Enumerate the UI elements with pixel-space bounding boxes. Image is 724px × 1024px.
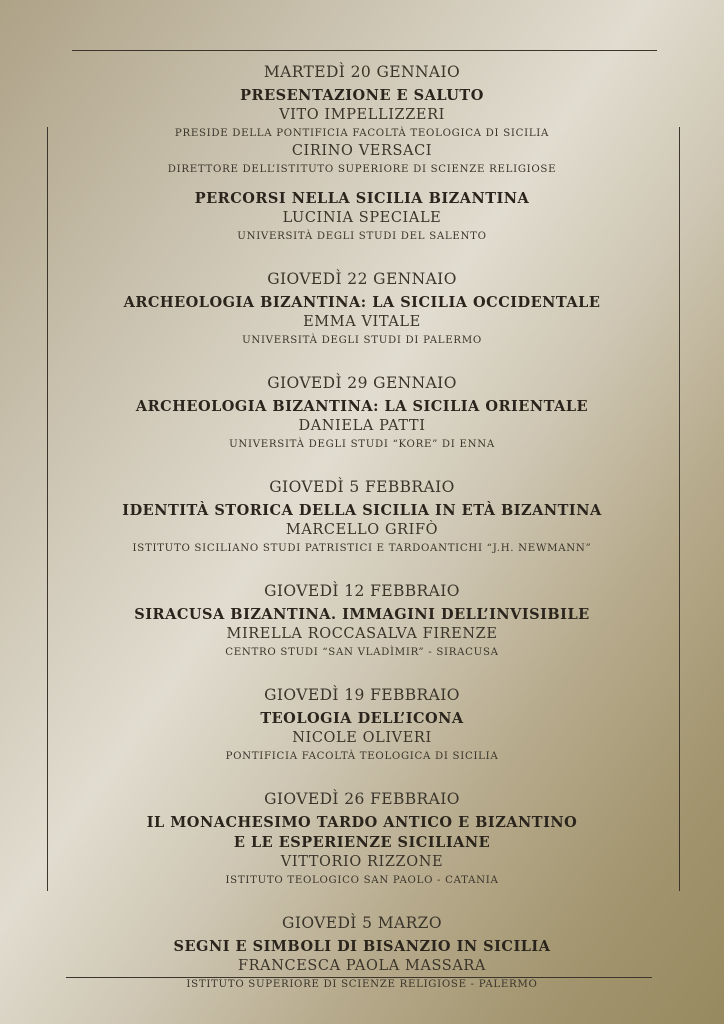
speaker-affiliation: CENTRO STUDI “SAN VLADÌMIR” - SIRACUSA bbox=[225, 647, 499, 658]
talk-title: SEGNI E SIMBOLI DI BISANZIO IN SICILIA bbox=[173, 938, 551, 955]
event-date: GIOVEDÌ 29 GENNAIO bbox=[267, 374, 457, 392]
talk-title: IL MONACHESIMO TARDO ANTICO E BIZANTINO bbox=[146, 814, 578, 831]
speaker-name: MARCELLO GRIFÒ bbox=[285, 522, 439, 538]
speaker-name: VITTORIO RIZZONE bbox=[280, 854, 444, 870]
event-block bbox=[60, 371, 664, 453]
event-block bbox=[60, 475, 664, 557]
speaker-name: DANIELA PATTI bbox=[298, 418, 426, 434]
speaker-affiliation: ISTITUTO TEOLOGICO SAN PAOLO - CATANIA bbox=[225, 875, 499, 886]
talk-block bbox=[60, 937, 664, 993]
event-block bbox=[60, 787, 664, 889]
speaker-affiliation: PRESIDE DELLA PONTIFICIA FACOLTÀ TEOLOGICA DI SICILIA bbox=[174, 128, 550, 139]
event-date: GIOVEDÌ 5 MARZO bbox=[282, 914, 442, 932]
event-date: GIOVEDÌ 22 GENNAIO bbox=[267, 270, 457, 288]
top-divider bbox=[72, 50, 657, 51]
talk-block bbox=[60, 605, 664, 661]
talk-title: SIRACUSA BIZANTINA. IMMAGINI DELL’INVISIBILE bbox=[134, 606, 590, 623]
talk-title: PERCORSI NELLA SICILIA BIZANTINA bbox=[194, 190, 530, 207]
event-block bbox=[60, 911, 664, 993]
speaker-affiliation: UNIVERSITÀ DEGLI STUDI DEL SALENTO bbox=[237, 231, 487, 242]
talk-title: TEOLOGIA DELL’ICONA bbox=[260, 710, 464, 727]
speaker-affiliation: ISTITUTO SICILIANO STUDI PATRISTICI E TARDOANTICHI “J.H. NEWMANN” bbox=[132, 543, 592, 554]
talk-title: ARCHEOLOGIA BIZANTINA: LA SICILIA ORIENTALE bbox=[135, 398, 589, 415]
speaker-name: NICOLE OLIVERI bbox=[292, 730, 432, 746]
talk-block bbox=[60, 189, 664, 245]
talk-block bbox=[60, 709, 664, 765]
speaker-name: VITO IMPELLIZZERI bbox=[279, 107, 445, 123]
talk-block bbox=[60, 293, 664, 349]
talk-title: IDENTITÀ STORICA DELLA SICILIA IN ETÀ BIZANTINA bbox=[122, 502, 602, 519]
event-date: GIOVEDÌ 12 FEBBRAIO bbox=[264, 582, 460, 600]
talk-block bbox=[60, 501, 664, 557]
speaker-affiliation: UNIVERSITÀ DEGLI STUDI DI PALERMO bbox=[242, 335, 482, 346]
speaker-name: FRANCESCA PAOLA MASSARA bbox=[237, 958, 486, 974]
speaker-affiliation: PONTIFICIA FACOLTÀ TEOLOGICA DI SICILIA bbox=[225, 751, 499, 762]
speaker-name: CIRINO VERSACI bbox=[291, 143, 433, 159]
event-date: GIOVEDÌ 19 FEBBRAIO bbox=[264, 686, 460, 704]
event-date: GIOVEDÌ 26 FEBBRAIO bbox=[264, 790, 460, 808]
talk-title: E LE ESPERIENZE SICILIANE bbox=[233, 834, 491, 851]
speaker-affiliation: UNIVERSITÀ DEGLI STUDI “KORE” DI ENNA bbox=[229, 439, 495, 450]
talk-title: ARCHEOLOGIA BIZANTINA: LA SICILIA OCCIDENTALE bbox=[123, 294, 601, 311]
speaker-name: LUCINIA SPECIALE bbox=[282, 210, 442, 226]
speaker-affiliation: ISTITUTO SUPERIORE DI SCIENZE RELIGIOSE - PALERMO bbox=[186, 979, 538, 990]
talk-block bbox=[60, 86, 664, 178]
talk-title: PRESENTAZIONE E SALUTO bbox=[240, 87, 484, 104]
event-block bbox=[60, 267, 664, 349]
left-border-line bbox=[47, 127, 48, 891]
speaker-affiliation: DIRETTORE DELL’ISTITUTO SUPERIORE DI SCIENZE RELIGIOSE bbox=[167, 164, 557, 175]
right-border-line bbox=[679, 127, 680, 891]
event-block bbox=[60, 683, 664, 765]
talk-block bbox=[60, 813, 664, 889]
speaker-name: EMMA VITALE bbox=[303, 314, 421, 330]
event-block bbox=[60, 579, 664, 661]
talk-block bbox=[60, 397, 664, 453]
event-date: GIOVEDÌ 5 FEBBRAIO bbox=[269, 478, 455, 496]
event-block bbox=[60, 60, 664, 245]
event-date: MARTEDÌ 20 GENNAIO bbox=[263, 63, 461, 81]
speaker-name: MIRELLA ROCCASALVA FIRENZE bbox=[226, 626, 498, 642]
program-schedule bbox=[60, 60, 664, 1015]
